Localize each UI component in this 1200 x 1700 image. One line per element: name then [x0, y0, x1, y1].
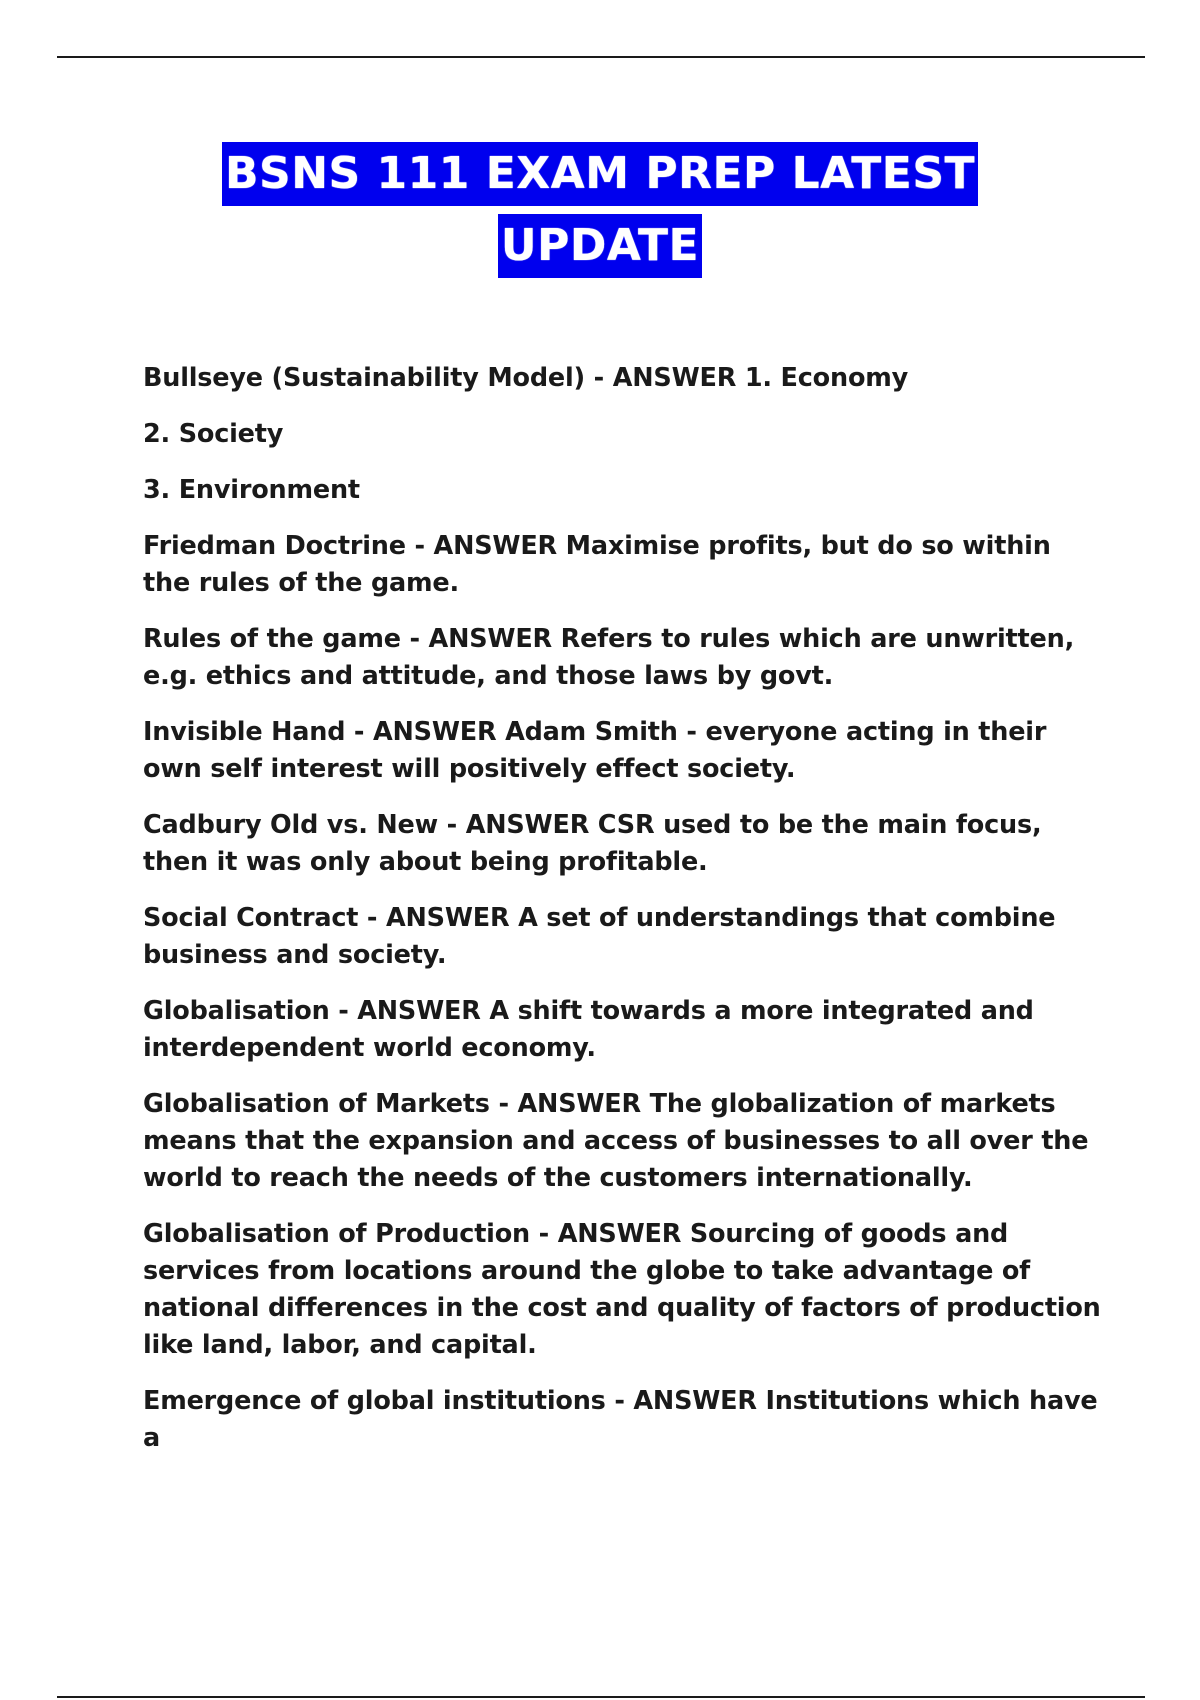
- paragraph-bullseye: Bullseye (Sustainability Model) - ANSWER 1. Economy: [143, 363, 909, 393]
- title-line-2: UPDATE: [498, 214, 702, 278]
- paragraph-society: 2. Society: [143, 419, 284, 449]
- paragraph-environment: 3. Environment: [143, 475, 360, 505]
- document-title: [0, 142, 1200, 278]
- bottom-divider: [57, 1696, 1145, 1698]
- paragraph-cadbury: Cadbury Old vs. New - ANSWER CSR used to be the main focus, then it was only about being profitable.: [143, 810, 1042, 877]
- title-line-1: BSNS 111 EXAM PREP LATEST: [222, 142, 978, 206]
- paragraph-globalisation: Globalisation - ANSWER A shift towards a more integrated and interdependent world economy.: [143, 996, 1034, 1063]
- paragraph-friedman-doctrine: Friedman Doctrine - ANSWER Maximise profits, but do so within the rules of the game.: [143, 531, 1051, 598]
- paragraph-social-contract: Social Contract - ANSWER A set of understandings that combine business and society.: [143, 903, 1056, 970]
- paragraph-global-institutions: Emergence of global institutions - ANSWER Institutions which have a: [143, 1386, 1098, 1453]
- paragraph-rules-of-the-game: Rules of the game - ANSWER Refers to rules which are unwritten, e.g. ethics and attitude, and those laws by govt.: [143, 624, 1075, 691]
- document-body: [143, 360, 1103, 1476]
- paragraph-globalisation-of-production: Globalisation of Production - ANSWER Sourcing of goods and services from locations around the globe to take advantage of national differences in the cost and quality of factors of production like land, labor, and capital.: [143, 1219, 1101, 1360]
- paragraph-globalisation-of-markets: Globalisation of Markets - ANSWER The globalization of markets means that the expansion and access of businesses to all over the world to reach the needs of the customers internationally.: [143, 1089, 1089, 1193]
- top-divider: [57, 56, 1145, 58]
- paragraph-invisible-hand: Invisible Hand - ANSWER Adam Smith - everyone acting in their own self interest will positively effect society.: [143, 717, 1047, 784]
